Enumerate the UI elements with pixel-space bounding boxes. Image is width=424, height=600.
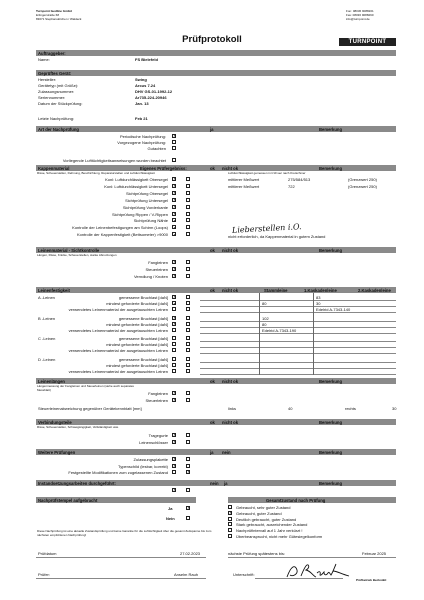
festigkeit-group-label: B -Leinen [38, 315, 56, 321]
leinen-ok-checkbox[interactable] [172, 274, 176, 278]
letzte-nachpruefung-value: Feb 21 [135, 116, 148, 121]
kappen-nicht-ok-checkbox[interactable] [186, 218, 190, 222]
naechste-line [228, 557, 396, 558]
kappen-note: Risse, Scheuerstellen, Dehnung, Beschichtung, Reparaturstellen und Luftdurchlässigkeit [37, 171, 155, 175]
instandsetzung-ja-checkbox[interactable] [186, 488, 190, 492]
laengen-nicht-ok-checkbox[interactable] [186, 398, 190, 402]
festigkeit-ok-checkbox[interactable] [172, 307, 176, 311]
kappen-ok-checkbox[interactable] [172, 225, 176, 229]
festigkeit-kaskade2-value: 83 [316, 295, 321, 300]
weitere-ja-checkbox[interactable] [172, 470, 176, 474]
festigkeit-row-label: gemessene Bruchlast [daN] [118, 315, 168, 321]
festigkeit-row-label: verwendetes Leinenmaterial der ausgetauschten Leinen [68, 327, 168, 333]
kappen-item-label: Kontrolle der Leinenbefestigungen am Schirm (Loops) [72, 225, 168, 231]
col-bemerkung: Bemerkung [319, 378, 343, 384]
pruefdatum-line [36, 557, 206, 558]
festigkeit-row-label: mindest geforderte Bruchlast [daN] [106, 321, 168, 327]
stempel-nein-label: Nein [166, 516, 175, 521]
company-street: Erlingerstraße 68 [36, 12, 60, 17]
leinen-item-label: Verndlung / Knoten [133, 274, 168, 279]
section-title: Leinenmaterial - Sichtkontrolle [38, 247, 100, 253]
kappen-nicht-ok-checkbox[interactable] [186, 198, 190, 202]
col-ok: ok [210, 287, 215, 293]
col-kaskade-1: 1.Kaskadenleine [304, 287, 337, 293]
pruefstelle-stamp: Prüfbetrieb Beckstätt [356, 578, 387, 582]
messwert-value-2: 722 [288, 184, 295, 189]
weitere-ja-checkbox[interactable] [172, 457, 176, 461]
festigkeit-row-line [200, 306, 396, 307]
gesamt-checkbox[interactable] [228, 534, 232, 538]
naechste-pruefung-value: Februar 2025 [362, 551, 387, 556]
section-title: Geprüftes Gerät: [38, 70, 72, 76]
section-festigkeit [36, 287, 396, 293]
section-title: Leinenlängen [38, 378, 65, 384]
col-ok: ok [210, 378, 215, 384]
festigkeit-row-line [200, 374, 396, 375]
geraet-field-label: Zulassungsnummer: [38, 89, 75, 94]
col-nicht-ok: nicht ok [222, 247, 239, 253]
kappen-nicht-ok-checkbox[interactable] [186, 184, 190, 188]
section-stempel [36, 497, 196, 503]
links-value: 40 [288, 406, 293, 411]
leinen-nicht-ok-checkbox[interactable] [186, 267, 190, 271]
geraet-field-value: Swing [135, 77, 147, 82]
leinen-ok-checkbox[interactable] [172, 260, 176, 264]
col-nein: nein [222, 449, 231, 455]
gesamt-checkbox[interactable] [228, 505, 232, 509]
instandsetzung-nein-checkbox[interactable] [172, 488, 176, 492]
col-bemerkung: Bemerkung [319, 247, 343, 253]
section-title: Art der Nachprüfung [38, 126, 79, 132]
leinen-sicht-note: Längen, Risse, Knicke, Scheuerstellen, starke Abnutzungen [37, 253, 117, 257]
verbindung-note: Risse, Scheuerstellen, Schweigängigkeit, Vollständigkeit usw. [37, 425, 119, 429]
festigkeit-nicht-ok-checkbox[interactable] [186, 295, 190, 299]
messwert-label-2: mittlerer Meßwert [228, 184, 260, 189]
steuer-abweichung-label: Steuerleinenabweichung gegenüber Gerätekennblatt [mm] [38, 406, 142, 411]
festigkeit-row-line [200, 312, 396, 313]
col-nicht-ok: nicht ok [222, 419, 239, 425]
kappen-ok-checkbox[interactable] [172, 198, 176, 202]
laengen-nicht-ok-checkbox[interactable] [186, 391, 190, 395]
gesamt-checkbox[interactable] [228, 528, 232, 532]
kappen-item-label: Sichtprüfung Untersegel [125, 197, 168, 203]
handwritten-note: Lieberstellen i.O. [231, 222, 302, 235]
festigkeit-row-line [200, 341, 396, 342]
verbindung-nicht-ok-checkbox[interactable] [186, 440, 190, 444]
section-title: Auftraggeber: [38, 50, 66, 56]
weitere-nein-checkbox[interactable] [186, 464, 190, 468]
kappen-ok-checkbox[interactable] [172, 177, 176, 181]
pruefer-line [36, 578, 206, 579]
kappen-nicht-ok-checkbox[interactable] [186, 177, 190, 181]
gesamt-checkbox[interactable] [228, 522, 232, 526]
kappen-item-label: Sichtprüfung Obersegel [125, 190, 168, 196]
stempel-ja-label: Ja [168, 506, 173, 511]
section-weitere [36, 449, 396, 455]
kappen-bem-head: Luftdurchlässigkeit gemessen in t/10 sec nach Kretschmer [228, 171, 306, 175]
company-contact [346, 10, 374, 21]
col-bemerkung: Bemerkung [319, 449, 343, 455]
section-art [36, 126, 396, 132]
art-checkbox[interactable] [172, 158, 176, 162]
laengen-item-label: Fangleinen [148, 391, 168, 396]
kappen-ok-checkbox[interactable] [172, 205, 176, 209]
leinen-nicht-ok-checkbox[interactable] [186, 260, 190, 264]
festigkeit-kaskade2-value: Edelrid A-7343-140 [316, 307, 351, 313]
festigkeit-col-divider [259, 293, 260, 375]
col-nein: nein [210, 480, 219, 486]
festigkeit-group-label: C -Leinen [38, 336, 56, 341]
festigkeit-row-line [200, 353, 396, 354]
col-bemerkung: Bemerkung [319, 165, 343, 171]
art-checkbox[interactable] [172, 140, 176, 144]
festigkeit-row-label: gemessene Bruchlast [daN] [118, 295, 168, 300]
kappen-nicht-ok-checkbox[interactable] [186, 205, 190, 209]
festigkeit-nicht-ok-checkbox[interactable] [186, 342, 190, 346]
verbindung-item-label: Leinenschlösser [139, 439, 168, 445]
festigkeit-kaskade2-value: 30 [316, 301, 321, 307]
festigkeit-row-label: mindest geforderte Bruchlast [daN] [106, 362, 168, 368]
section-gesamtzustand [228, 497, 396, 503]
page-title: Prüfprotokoll [182, 34, 242, 45]
festigkeit-nicht-ok-checkbox[interactable] [186, 363, 190, 367]
festigkeit-group-label: D -Leinen [38, 356, 56, 362]
col-ok: ok [210, 165, 215, 171]
kappen-item-label: Sichtprüfung Vorderkante [122, 204, 168, 210]
art-item-label: Gutachten [147, 146, 166, 151]
festigkeit-ok-checkbox[interactable] [172, 336, 176, 340]
kappen-nicht-ok-checkbox[interactable] [186, 191, 190, 195]
gesamt-item-label: Nachprüfintervall auf 1 Jahr verkürzt ! [236, 528, 303, 534]
col-ok: ok [210, 247, 215, 253]
company-fax: Fax: 08036 9088290 [346, 12, 374, 17]
gesamt-item-label: Gebraucht, sehr guter Zustand [236, 505, 291, 510]
geraet-field-value: Arcus 7.24 [135, 83, 156, 88]
festigkeit-nicht-ok-checkbox[interactable] [186, 301, 190, 305]
festigkeit-row-line [200, 300, 396, 301]
festigkeit-row-label: gemessene Bruchlast [daN] [118, 336, 168, 341]
kappen-item-label: Konl: Luftdurchlässigkeit Untersegel [104, 183, 168, 189]
festigkeit-kaskade1-value: Edelrid A-7343-190 [262, 327, 297, 333]
leinen-ok-checkbox[interactable] [172, 267, 176, 271]
kappen-ok-checkbox[interactable] [172, 184, 176, 188]
festigkeit-nicht-ok-checkbox[interactable] [186, 322, 190, 326]
festigkeit-nicht-ok-checkbox[interactable] [186, 369, 190, 373]
letzte-nachpruefung-label: Letzte Nachprüfung: [38, 116, 75, 121]
festigkeit-row-line [200, 362, 396, 363]
geraet-field-label: Datum der Stückprüfung: [38, 101, 83, 106]
festigkeit-row-label: gemessene Bruchlast [daN] [118, 356, 168, 362]
art-checkbox[interactable] [172, 134, 176, 138]
col-bemerkung: Bemerkung [319, 480, 343, 486]
festigkeit-nicht-ok-checkbox[interactable] [186, 328, 190, 332]
verbindung-item-label: Tragegurte [148, 433, 168, 438]
festigkeit-ok-checkbox[interactable] [172, 363, 176, 367]
festigkeit-nicht-ok-checkbox[interactable] [186, 348, 190, 352]
festigkeit-nicht-ok-checkbox[interactable] [186, 316, 190, 320]
col-ja: ja [224, 480, 228, 486]
kappen-last-note: nicht erforderlich, da Kappenmaterial in gutem Zustand [228, 234, 326, 239]
messwert-grenz-2: (Grenzwert 250) [348, 184, 377, 189]
company-name: Turnpoint feedline GmbH [36, 9, 72, 13]
laengen-note: Längenmessung der Fangleinen und Steuerleinen (siehe auch separates Messblatt) [37, 384, 134, 392]
festigkeit-group-label: A -Leinen [38, 295, 55, 300]
festigkeit-ok-checkbox[interactable] [172, 295, 176, 299]
section-geraet [36, 70, 396, 76]
geraet-field-value: Jan. 13 [135, 101, 149, 106]
kappen-item-label: Sichtprüfung Nähte [133, 218, 168, 224]
gesamt-item-label: Stark gebraucht, ausreichender Zustand [236, 522, 308, 528]
section-title: Verbindungsteile [38, 419, 72, 425]
weitere-nein-checkbox[interactable] [186, 470, 190, 474]
section-title: Instandsetzungsarbeiten durchgeführt: [38, 480, 116, 486]
turnpoint-logo: TURNPOINT [339, 38, 396, 46]
weitere-item-label: Typenschild (lesbar, korrekt) [117, 463, 168, 469]
kappen-ok-checkbox[interactable] [172, 191, 176, 195]
kappen-nicht-ok-checkbox[interactable] [186, 232, 190, 236]
section-auftraggeber [36, 50, 396, 56]
unterschrift-line [255, 578, 343, 579]
name-value: FS Bielefeld [135, 57, 158, 62]
col-stammleine: Stammleine [264, 287, 288, 293]
leinen-item-label: Steuerleinen [145, 267, 168, 272]
messwert-value-1: 275/584/513 [288, 177, 311, 182]
col-nicht-ok: nicht ok [222, 165, 239, 171]
section-title: Kappenmaterial [38, 165, 70, 171]
weitere-ja-checkbox[interactable] [172, 464, 176, 468]
art-item-label: Periodische Nachprüfung: [119, 134, 166, 139]
festigkeit-ok-checkbox[interactable] [172, 301, 176, 305]
section-title: Leinenfestigkeit [38, 287, 70, 293]
kappen-ok-checkbox[interactable] [172, 212, 176, 216]
weitere-item-label: Festgestellte Modifikationen zum zugelassenen Zustand [68, 470, 168, 475]
geraet-field-value: DHV GS-01-1992-12 [135, 89, 173, 94]
laengen-ok-checkbox[interactable] [172, 391, 176, 395]
festigkeit-nicht-ok-checkbox[interactable] [186, 336, 190, 340]
unterschrift-label: Unterschrift: [233, 572, 255, 577]
festigkeit-row-line [200, 368, 396, 369]
company-address [36, 10, 81, 21]
festigkeit-kaskade1-value: 102 [262, 315, 269, 321]
festigkeit-kaskade1-value: 80 [262, 321, 267, 327]
pruefdatum-value: 27.02.2023 [180, 551, 201, 556]
kappen-ok-checkbox[interactable] [172, 232, 176, 236]
festigkeit-ok-checkbox[interactable] [172, 322, 176, 326]
section-instandsetzung [36, 480, 396, 486]
festigkeit-ok-checkbox[interactable] [172, 316, 176, 320]
kappen-ok-checkbox[interactable] [172, 218, 176, 222]
stempel-ja-checkbox[interactable] [186, 506, 190, 510]
festigkeit-row-line [200, 327, 396, 328]
links-label: links [228, 406, 237, 411]
festigkeit-nicht-ok-checkbox[interactable] [186, 357, 190, 361]
festigkeit-row-label: verwendetes Leinenmaterial der ausgetauschten Leinen [68, 368, 168, 374]
festigkeit-ok-checkbox[interactable] [172, 342, 176, 346]
verbindung-nicht-ok-checkbox[interactable] [186, 433, 190, 437]
kappen-nicht-ok-checkbox[interactable] [186, 225, 190, 229]
geraet-field-label: Hersteller: [38, 77, 57, 82]
section-title: Weitere Prüfungen [38, 449, 76, 455]
name-label: Name: [38, 57, 50, 62]
pruefer-label: Prüfer: [38, 572, 51, 577]
kappen-item-label: Kontrolle der Kappenfestigkeit (Bettsometer) >9000 [76, 232, 168, 238]
company-phone: Fon: 08036 9088201 [346, 9, 374, 13]
festigkeit-ok-checkbox[interactable] [172, 357, 176, 361]
laengen-item-label: Steuerleinen [145, 398, 168, 403]
stempel-note: Diese Nachprüfung ist eine aktuelle Zustandsprüfung und keine Garantie für die Lufttüchtigkeit über die gesamt Zeitspanne bis zum nächsten empfohlenen Nachprüfung! [37, 529, 212, 537]
gesamt-item-label: Gebraucht, guter Zustand [236, 510, 282, 516]
gesamt-item-label: Überbeansprucht, nicht mehr Gütesiegelkonform [236, 534, 323, 539]
section-title: Gesamtzustand nach Prüfung [266, 497, 326, 503]
col-bemerkung: Bemerkung [319, 419, 343, 425]
col-nicht-ok: nicht ok [222, 287, 239, 293]
festigkeit-col-divider [313, 293, 314, 375]
rechts-value: 30 [392, 406, 397, 411]
col-ok: ok [210, 419, 215, 425]
festigkeit-row-label: mindest geforderte Bruchlast [daN] [106, 342, 168, 348]
festigkeit-row-label: mindest geforderte Bruchlast [daN] [106, 301, 168, 307]
festigkeit-kaskade1-value: 80 [262, 301, 267, 307]
company-email: info@turnpoint.de [346, 16, 370, 21]
messwert-grenz-1: (Grenzwert 250) [348, 177, 377, 182]
festigkeit-ok-checkbox[interactable] [172, 348, 176, 352]
weitere-nein-checkbox[interactable] [186, 457, 190, 461]
verbindung-ok-checkbox[interactable] [172, 440, 176, 444]
geraet-field-label: Seriennummer: [38, 95, 66, 100]
festigkeit-row-label: verwendetes Leinenmaterial der ausgetauschten Leinen [68, 307, 168, 313]
weitere-item-label: Zulassungsplakette [133, 457, 168, 462]
verbindung-ok-checkbox[interactable] [172, 433, 176, 437]
messwert-label-1: mittlerer Meßwert [228, 177, 260, 182]
geraet-field-label: Gerätetyp (mit Größe): [38, 83, 79, 88]
col-kaskade-2: 2.Kaskadenleine [358, 287, 391, 293]
laengen-ok-checkbox[interactable] [172, 398, 176, 402]
festigkeit-ok-checkbox[interactable] [172, 328, 176, 332]
festigkeit-row-line [200, 321, 396, 322]
festigkeit-nicht-ok-checkbox[interactable] [186, 307, 190, 311]
pruefer-value: Anselm Rauh [174, 572, 199, 577]
pruefdatum-label: Prüfdatum [38, 551, 57, 556]
leinen-item-label: Fangleinen [148, 260, 168, 265]
gesamt-checkbox[interactable] [228, 511, 232, 515]
festigkeit-row-label: verwendetes Leinenmaterial der ausgetauschten Leinen [68, 348, 168, 354]
section-title: Nachprüfstempel aufgebracht [38, 497, 98, 503]
company-city: 83071 Stephanskirchen / Waldeck [36, 16, 82, 21]
col-ja: ja [210, 449, 214, 455]
festigkeit-ok-checkbox[interactable] [172, 369, 176, 373]
rechts-label: rechts [345, 406, 356, 411]
festigkeit-row-line [200, 347, 396, 348]
col-ja: ja [210, 126, 214, 132]
kappen-nicht-ok-checkbox[interactable] [186, 212, 190, 216]
kappen-item-label: Konl: Luftdurchlässigkeit Obersegel [105, 177, 168, 182]
art-item-label: Vorgezogene Nachprüfung: [117, 140, 166, 145]
naechste-pruefung-label: nächste Prüfung spätestens bis: [228, 551, 285, 556]
col-nicht-ok: nicht ok [222, 378, 239, 384]
col-bemerkung: Bemerkung [319, 126, 343, 132]
section-subtitle: Eigenes Prüfergebniss: [140, 165, 187, 171]
stempel-nein-checkbox[interactable] [186, 516, 190, 520]
festigkeit-row-line [200, 333, 396, 334]
gesamt-checkbox[interactable] [228, 517, 232, 521]
kappen-item-label: Sichtprüfung Rippen / V-Rippen [111, 211, 168, 217]
art-footer-label: Vorliegende Lufttüchtigkeitsanweisungen wurden beachtet [62, 158, 166, 163]
leinen-nicht-ok-checkbox[interactable] [186, 274, 190, 278]
geraet-field-value: Ar735-224-20946 [135, 95, 167, 100]
art-checkbox[interactable] [172, 146, 176, 150]
gesamt-item-label: Deutlich gebraucht, guter Zustand [236, 516, 297, 522]
